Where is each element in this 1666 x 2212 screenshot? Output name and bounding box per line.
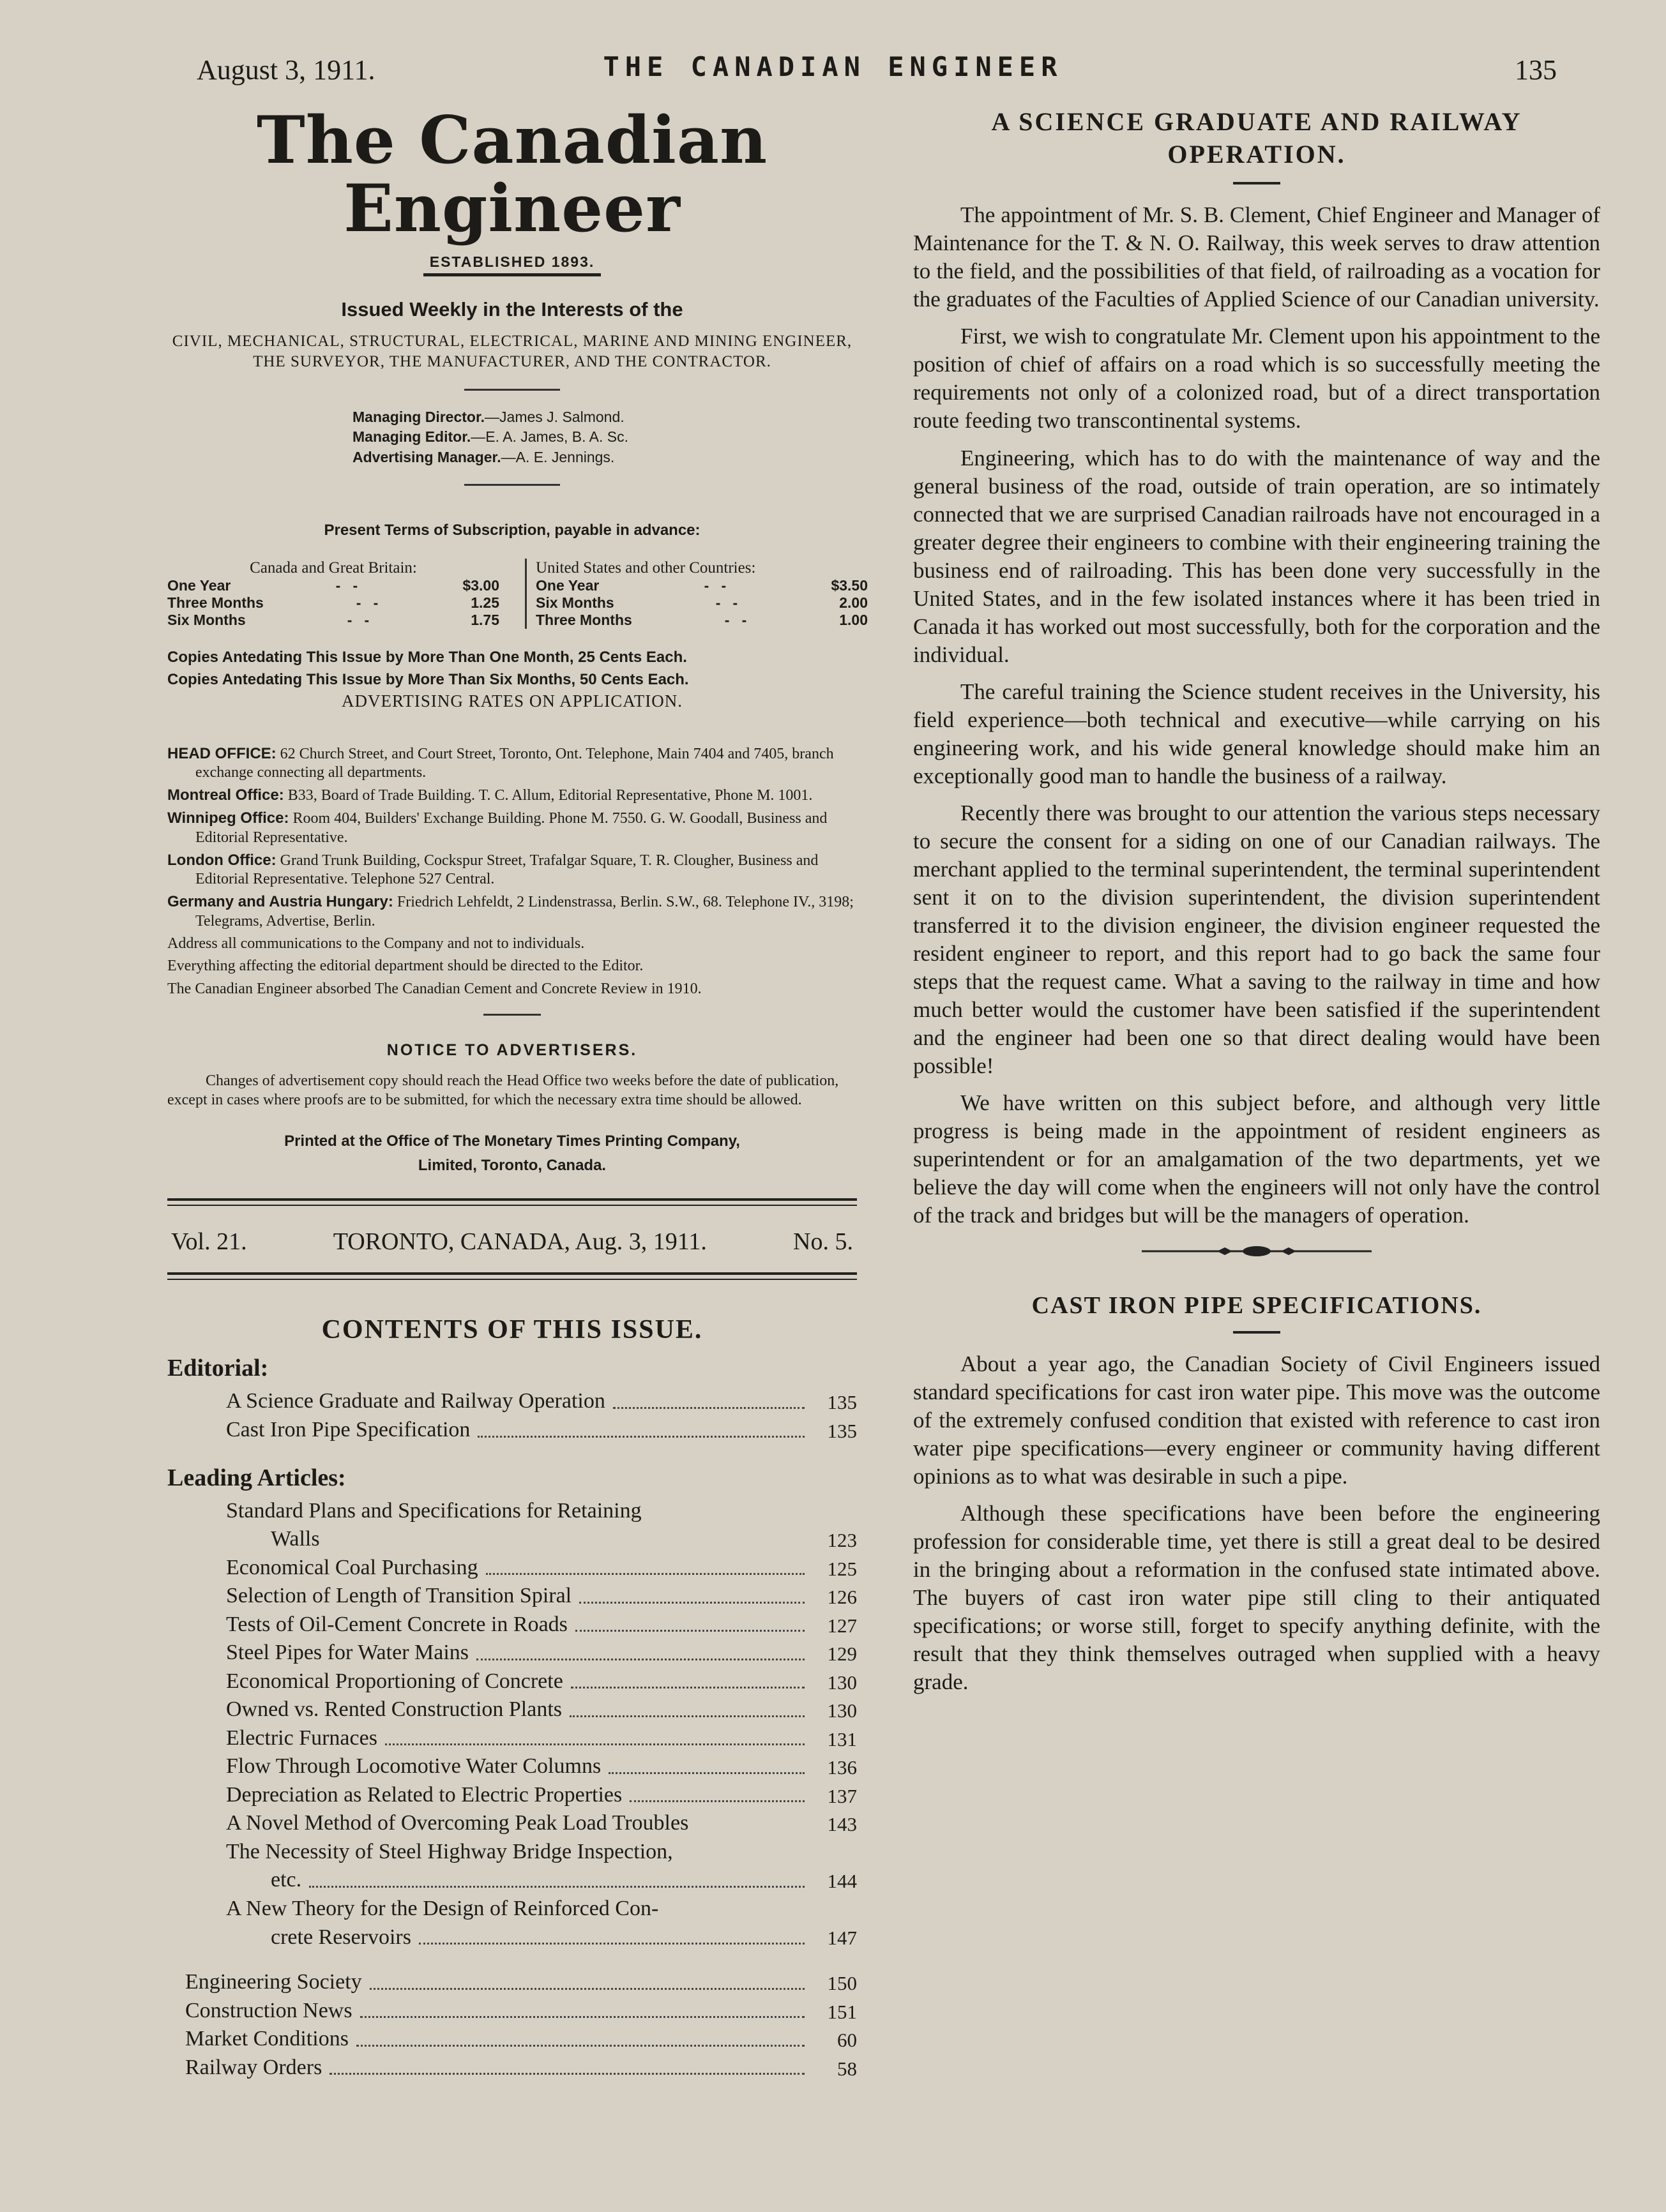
left-column — [167, 102, 868, 2082]
issued-weekly-line: Issued Weekly in the Interests of the — [341, 298, 683, 321]
issue-number: No. 5. — [793, 1228, 853, 1256]
divider — [1233, 182, 1280, 184]
toc-item[interactable]: Depreciation as Related to Electric Properties 137 — [226, 1782, 857, 1807]
established-line: ESTABLISHED 1893. — [167, 253, 857, 276]
staff-row: Managing Director.—James J. Salmond. — [352, 409, 625, 426]
article-paragraph: The appointment of Mr. S. B. Clement, Chief Engineer and Manager of Maintenance for the T. & N. O. Railway, this week serves to draw attention to the field, and the possibilities of that field, of railroading as a vocation for the graduates of the Faculties of Applied Science of our Canadian university. — [913, 202, 1600, 312]
toc-item[interactable]: Economical Proportioning of Concrete 130 — [226, 1669, 857, 1694]
page-number: 135 — [1515, 54, 1557, 86]
toc-item[interactable]: Engineering Society 150 — [185, 1970, 857, 1994]
toc-item[interactable]: Steel Pipes for Water Mains 129 — [226, 1641, 857, 1666]
misc-list — [167, 1968, 857, 2082]
article-paragraph: Engineering, which has to do with the maintenance of way and the general business of the road, outside of train operation, are so intimately connected that we are surprised Canadian railroads have not encouraged in a greater degree their engineers to combine with their engineering training the business end of railroading. This has been done very successfully in the United States, and in the few isolated instances where it has been tried in Canada it has worked out most successfully, both for the corporation and the individual. — [913, 445, 1600, 667]
editorial-list — [167, 1387, 857, 1444]
masthead-title: The Canadian Engineer — [256, 102, 768, 248]
volume-line — [167, 1206, 857, 1272]
article-title: A SCIENCE GRADUATE AND RAILWAY OPERATION. — [991, 107, 1522, 169]
subscription-table — [167, 559, 868, 642]
toc-item-continued[interactable]: etc. 144 — [271, 1868, 857, 1893]
toc-item[interactable]: Construction News 151 — [185, 1998, 857, 2023]
toc-item-continued[interactable]: crete Reservoirs 147 — [271, 1925, 857, 1950]
leading-list — [167, 1497, 857, 1952]
toc-item[interactable]: The Necessity of Steel Highway Bridge Inspection, — [226, 1839, 673, 1863]
article-paragraph: Although these specifications have been before the engineering profession for considerable time, yet there is still a great deal to be desired in the bringing about a reformation in the confused state intimated above. The buyers of cast iron water pipe still cling to their antiquated specifications; or worse still, forget to specify anything definite, with the result that they think themselves outraged when supplied with a heavy grade. — [913, 1501, 1600, 1695]
leading-heading: Leading Articles: — [167, 1464, 346, 1491]
subscription-row: One Year - - $3.00 — [167, 577, 499, 594]
subscription-other — [525, 559, 868, 629]
article-body — [913, 1350, 1600, 1696]
copies-notice: Copies Antedating This Issue by More Than One Month, 25 Cents Each. Copies Antedating This Issue by More Than Six Months, 50 Cents Each. — [167, 648, 689, 688]
article-paragraph: About a year ago, the Canadian Society of Civil Engineers issued standard specifications for cast iron water pipe. This move was the outcome of the extremely confused condition that existed with reference to cast iron water pipe specifications—every engineer or community having different opinions as to what was desirable in such a pipe. — [913, 1351, 1600, 1489]
toc-item[interactable]: Selection of Length of Transition Spiral 126 — [226, 1584, 857, 1609]
toc-item[interactable]: Tests of Oil-Cement Concrete in Roads 127 — [226, 1612, 857, 1637]
notice-title: NOTICE TO ADVERTISERS. — [386, 1041, 638, 1059]
notice-body: Changes of advertisement copy should reach the Head Office two weeks before the date of publication, except in cases where proofs are to be submitted, for which the necessary extra time should be allowed. — [167, 1072, 839, 1109]
contents-title: CONTENTS OF THIS ISSUE. — [321, 1315, 703, 1345]
ornament-icon — [1142, 1245, 1372, 1258]
office-entry: Montreal Office: B33, Board of Trade Building. T. C. Allum, Editorial Representative, Phone M. 1001. — [167, 786, 813, 804]
double-rule — [167, 1198, 857, 1206]
office-entry: Address all communications to the Company and not to individuals. — [167, 935, 585, 952]
office-entry: Winnipeg Office: Room 404, Builders' Exchange Building. Phone M. 7550. G. W. Goodall, Business and Editorial Representative. — [167, 809, 828, 846]
subscription-row: Three Months - - 1.25 — [167, 594, 499, 612]
volume-number: Vol. 21. — [171, 1228, 247, 1256]
subscription-row: One Year - - $3.50 — [536, 577, 868, 594]
office-entry: Germany and Austria Hungary: Friedrich Lehfeldt, 2 Lindenstrassa, Berlin. S.W., 68. Telephone IV., 3198; Telegrams, Advertise, Berlin. — [167, 893, 854, 929]
running-title: THE CANADIAN ENGINEER — [603, 51, 1063, 82]
toc-item[interactable]: Market Conditions 60 — [185, 2027, 857, 2052]
double-rule — [167, 1272, 857, 1280]
staff-list — [352, 407, 857, 467]
staff-row: Advertising Manager.—A. E. Jennings. — [352, 448, 615, 465]
divider — [1233, 1331, 1280, 1334]
office-list — [167, 744, 857, 998]
subscription-row: Six Months - - 1.75 — [167, 612, 499, 629]
printer-credit: Printed at the Office of The Monetary Times Printing Company, Limited, Toronto, Canada. — [284, 1132, 740, 1175]
toc-item[interactable]: A Novel Method of Overcoming Peak Load Troubles 143 — [226, 1811, 857, 1836]
office-entry: HEAD OFFICE: 62 Church Street, and Court Street, Toronto, Ont. Telephone, Main 7404 and 7405, branch exchange connecting all departments. — [167, 744, 834, 781]
article-body — [913, 201, 1600, 1230]
subscription-title: Present Terms of Subscription, payable in advance: — [324, 521, 700, 539]
staff-row: Managing Editor.—E. A. James, B. A. Sc. — [352, 428, 628, 446]
toc-item-continued[interactable]: Walls 123 — [271, 1527, 857, 1551]
office-entry: Everything affecting the editorial department should be directed to the Editor. — [167, 958, 644, 975]
toc-item[interactable]: Electric Furnaces 131 — [226, 1726, 857, 1750]
article-paragraph: We have written on this subject before, and although very little progress is being made in the appointment of resident engineers as superintendent or for an amalgamation of the two departments, yet we believe the day will come when the engineers will not only have the control of the track and bridges but will be the managers of operation. — [913, 1090, 1600, 1228]
toc-item[interactable]: Owned vs. Rented Construction Plants 130 — [226, 1697, 857, 1722]
toc-item[interactable]: Flow Through Locomotive Water Columns 136 — [226, 1754, 857, 1779]
running-header — [0, 50, 1666, 88]
article-paragraph: First, we wish to congratulate Mr. Clement upon his appointment to the position of chief of affairs on a road which is so successfully meeting the requirements not only of a colonized road, but of a direct transportation route feeding two transcontinental systems. — [913, 324, 1600, 433]
article-paragraph: Recently there was brought to our attention the various steps necessary to secure the consent for a siding on one of our Canadian railways. The merchant applied to the terminal superintendent, the terminal superintendent sent it on to the division superintendent, the division superintendent transferred it to the division engineer, the division engineer requested the resident engineer to report, and this report had to go back the same four steps that the request came. What a saving to the railway in time and how much better would the customer have been satisfied if the superintendent and the engineer had been one so that direct dealing would have been possible! — [913, 800, 1600, 1078]
divider — [483, 1014, 541, 1016]
subscription-header: Canada and Great Britain: — [250, 559, 417, 576]
article-title: CAST IRON PIPE SPECIFICATIONS. — [1031, 1291, 1482, 1319]
office-entry: London Office: Grand Trunk Building, Cockspur Street, Trafalgar Square, T. R. Clougher, Business and Editorial Representative. Telephone 527 Central. — [167, 851, 819, 888]
toc-item[interactable]: A Science Graduate and Railway Operation 135 — [226, 1389, 857, 1414]
subscription-header: United States and other Countries: — [536, 559, 756, 576]
subscription-row: Three Months - - 1.00 — [536, 612, 868, 629]
divider — [464, 389, 560, 391]
issue-place-date: TORONTO, CANADA, Aug. 3, 1911. — [333, 1228, 707, 1256]
advertising-rates: ADVERTISING RATES ON APPLICATION. — [342, 691, 683, 711]
toc-item[interactable]: Railway Orders 58 — [185, 2055, 857, 2080]
toc-item[interactable]: Economical Coal Purchasing 125 — [226, 1555, 857, 1580]
ornament-rule — [913, 1245, 1600, 1261]
toc-item[interactable]: Standard Plans and Specifications for Retaining — [226, 1498, 642, 1523]
subscription-row: Six Months - - 2.00 — [536, 594, 868, 612]
divider — [464, 484, 560, 486]
subscription-canada — [167, 559, 499, 629]
article-paragraph: The careful training the Science student receives in the University, his field experience—both technical and executive—while carrying on his engineering work, and his wide general knowledge should make him an exceptionally good man to handle the business of a railway. — [913, 679, 1600, 788]
right-column — [913, 105, 1600, 1705]
toc-item[interactable]: Cast Iron Pipe Specification 135 — [226, 1418, 857, 1442]
interests-list: CIVIL, MECHANICAL, STRUCTURAL, ELECTRICAL, MARINE AND MINING ENGINEER, THE SURVEYOR, THE MANUFACTURER, AND THE CONTRACTOR. — [172, 333, 852, 371]
running-date: August 3, 1911. — [197, 54, 375, 86]
editorial-heading: Editorial: — [167, 1355, 269, 1382]
office-entry: The Canadian Engineer absorbed The Canadian Cement and Concrete Review in 1910. — [167, 980, 702, 997]
toc-item[interactable]: A New Theory for the Design of Reinforced Con- — [226, 1896, 659, 1920]
